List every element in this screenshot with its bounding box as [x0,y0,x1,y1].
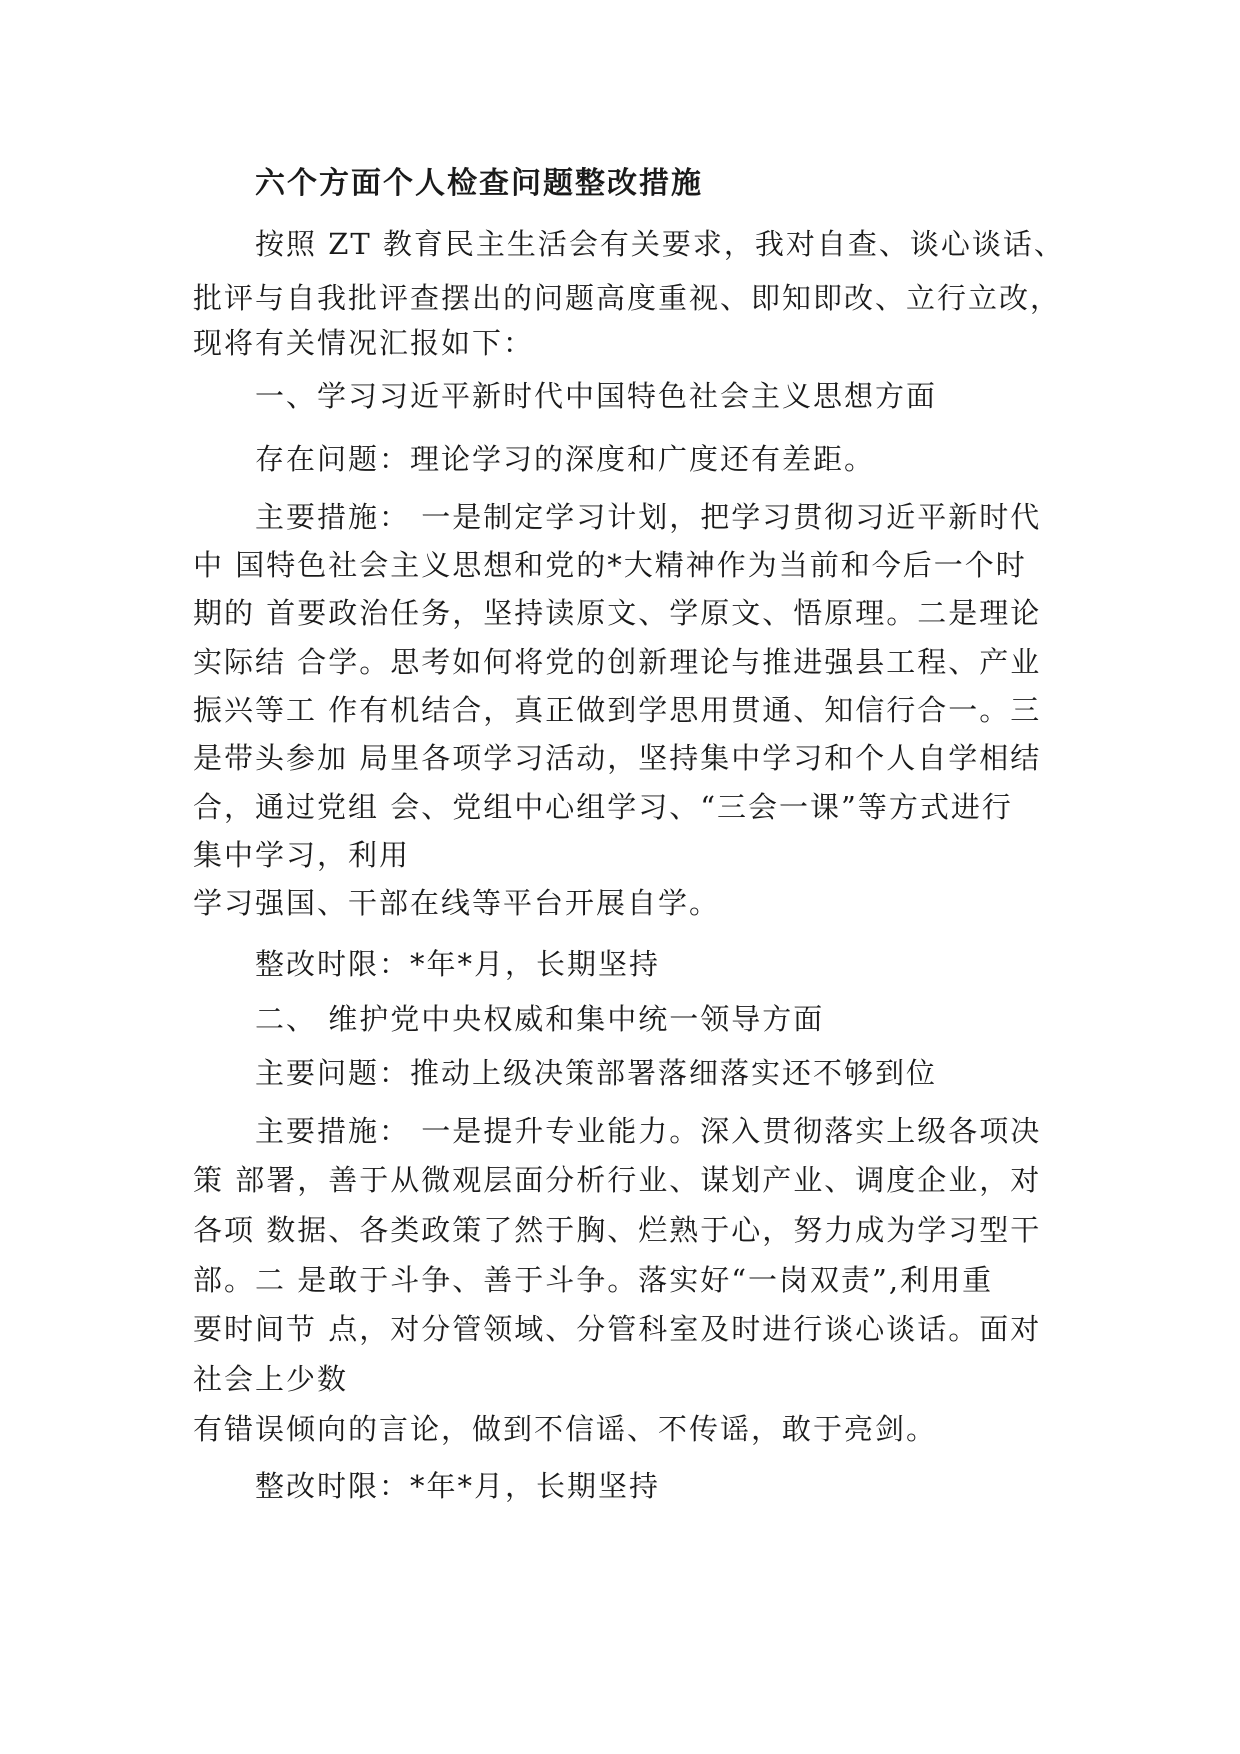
section-heading: 二、 维护党中央权威和集中统一领导方面 [255,1002,825,1036]
paragraph-line: 中 国特色社会主义思想和党的*大精神作为当前和今后一个时 [193,548,1027,582]
paragraph-line: 有错误倾向的言论，做到不信谣、不传谣，敢于亮剑。 [193,1412,938,1446]
paragraph-line: 按照 ZT 教育民主生活会有关要求，我对自查、谈心谈话、 [255,227,1065,261]
paragraph-line: 各项 数据、各类政策了然于胸、烂熟于心，努力成为学习型干 [193,1213,1042,1247]
document-title: 六个方面个人检查问题整改措施 [255,166,703,201]
deadline-line: 整改时限：*年*月，长期坚持 [255,947,661,981]
paragraph-line: 合，通过党组 会、党组中心组学习、“三会一课”等方式进行 [193,790,1013,824]
paragraph-line: 现将有关情况汇报如下： [193,326,535,360]
paragraph-line: 主要问题：推动上级决策部署落细落实还不够到位 [255,1056,938,1090]
deadline-line: 整改时限：*年*月，长期坚持 [255,1469,661,1503]
paragraph-line: 主要措施： 一是制定学习计划，把学习贯彻习近平新时代 [255,500,1042,534]
paragraph-line: 批评与自我批评查摆出的问题高度重视、即知即改、立行立改， [193,281,1062,315]
paragraph-line: 实际结 合学。思考如何将党的创新理论与推进强县工程、产业 [193,645,1042,679]
paragraph-line: 策 部署，善于从微观层面分析行业、谋划产业、调度企业，对 [193,1163,1042,1197]
paragraph-line: 部。二 是敢于斗争、善于斗争。落实好“一岗双责”,利用重 [193,1263,994,1297]
paragraph-line: 集中学习，利用 [193,838,411,872]
paragraph-line: 学习强国、干部在线等平台开展自学。 [193,886,721,920]
paragraph-line: 要时间节 点，对分管领域、分管科室及时进行谈心谈话。面对 [193,1312,1042,1346]
section-heading: 一、学习习近平新时代中国特色社会主义思想方面 [255,379,938,413]
paragraph-line: 振兴等工 作有机结合，真正做到学思用贯通、知信行合一。三 [193,693,1042,727]
paragraph-line: 主要措施： 一是提升专业能力。深入贯彻落实上级各项决 [255,1114,1042,1148]
paragraph-line: 存在问题：理论学习的深度和广度还有差距。 [255,442,876,476]
paragraph-line: 社会上少数 [193,1362,349,1396]
paragraph-line: 期的 首要政治任务，坚持读原文、学原文、悟原理。二是理论 [193,596,1042,630]
paragraph-line: 是带头参加 局里各项学习活动，坚持集中学习和个人自学相结 [193,741,1042,775]
